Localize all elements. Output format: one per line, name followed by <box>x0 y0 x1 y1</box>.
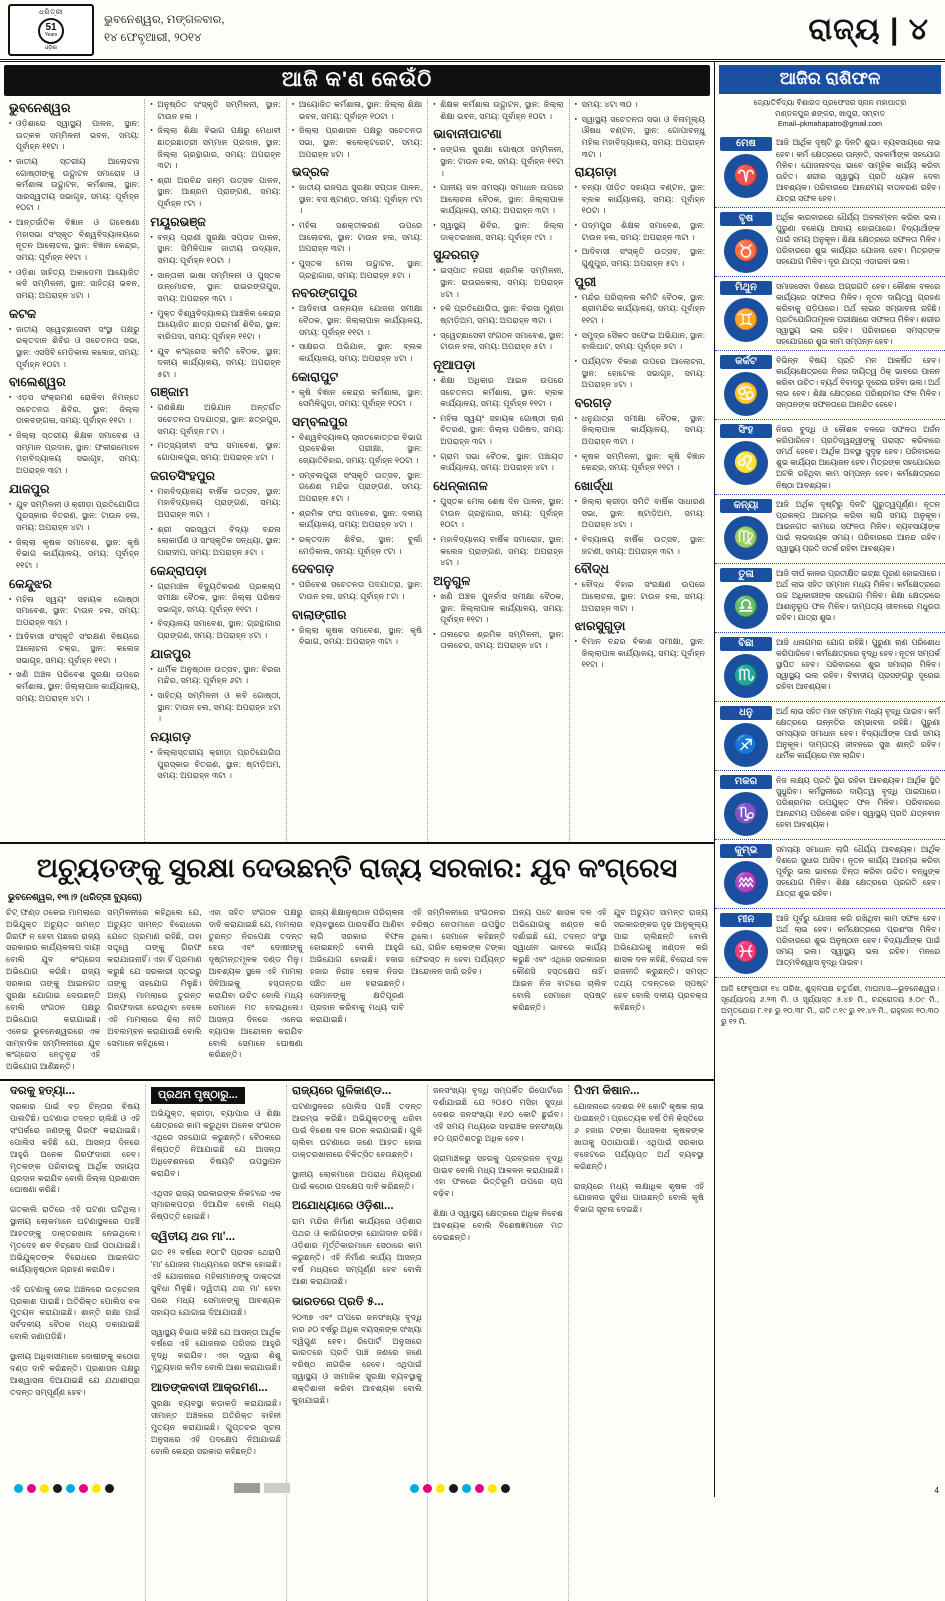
section-header <box>808 13 935 47</box>
brief-headline: ପ୍ରଥମ ପୃଷ୍ଠାରୁ... <box>151 1087 245 1104</box>
brief-paragraph: ରାଜ୍ୟରେ ମଧ୍ୟ ଲକ୍ଷାଧିକ କୃଷକ ଏହି ଯୋଜନାର ସୁବିଧା ପାଉଛନ୍ତି ବୋଲି କୃଷି ବିଭାଗ ସୂଚନା ଦେଇଛି। <box>574 1181 704 1215</box>
city-heading: ପୁରୀ <box>574 274 597 289</box>
event-item: ● ବନ୍ୟ ପ୍ରାଣୀ ସୁରକ୍ଷା ସପ୍ତାହ ପାଳନ, ସ୍ଥାନ: ସିମିଳିପାଳ ଜାତୀୟ ଉଦ୍ୟାନ, ସମୟ: ପୂର୍ବାହ୍ନ ୧୦ଟା । <box>150 232 280 267</box>
horoscope-heading: ଆଜିର ରାଶିଫଳ <box>719 65 941 94</box>
city-heading: ବରଗଡ଼ <box>574 395 612 410</box>
briefs-column <box>146 1085 287 1601</box>
registration-dot <box>423 1484 432 1493</box>
registration-dot <box>79 1484 88 1493</box>
horoscope-sign-3 <box>715 277 945 351</box>
event-item: ● ପୁସ୍ତକ ମେଳା ଉଦ୍ଘାଟନ, ସ୍ଥାନ: ଗ୍ରନ୍ଥାଗାର, ସମୟ: ଅପରାହ୍ନ ୫ଟା । <box>292 258 422 281</box>
briefs-column <box>569 1085 709 1601</box>
brief-paragraph: ୨୦୩୭ ଏବଂ ତା'ପରେ ଜନସଂଖ୍ୟା ବୃଦ୍ଧି ହାର ୬୦ ବର୍ଷରୁ ଅଧିକ ବୟସ୍କଙ୍କ ସଂଖ୍ୟା ଦ୍ୱିଗୁଣ ହେବ। ରିପୋର୍ଟ ଅନୁସାରେ ଭାରତରେ ପ୍ରତି ପାଞ୍ଚ ଜଣରେ ଜଣେ ବରିଷ୍ଠ ନାଗରିକ ହେବେ। ଏଥିପାଇଁ ସ୍ୱାସ୍ଥ୍ୟ ଓ ସାମାଜିକ ସୁରକ୍ଷା ବ୍ୟବସ୍ଥାକୁ ଶକ୍ତିଶାଳୀ କରିବା ଆବଶ୍ୟକ ବୋଲି କୁହାଯାଇଛି। <box>292 1312 422 1406</box>
registration-dot <box>462 1484 471 1493</box>
event-item: ● ମତ୍ସ୍ୟଜୀବୀ ସଂଘ ସମାବେଶ, ସ୍ଥାନ: ଗୋପାଳପୁର, ସମୟ: ଅପରାହ୍ନ ୪ଟା । <box>150 440 280 463</box>
event-item: ● ଖଣି ଅଞ୍ଚଳ ପରିବେଶ ସୁରକ୍ଷା ଉପରେ କର୍ମଶାଳା, ସ୍ଥାନ: ଜିଲ୍ଲାପାଳ କାର୍ଯ୍ୟାଳୟ, ସମୟ: ଅପରାହ୍ନ ୪ଟା । <box>9 669 139 704</box>
registration-dot <box>105 1484 114 1493</box>
sign-prediction: ଆଜି ପୂର୍ବରୁ ଯୋଜନା କରି ରଖିଥିବା କାମ ସଫଳ ହେବ। ଅର୍ଥ ଲାଭ ହେବ। କର୍ମକ୍ଷେତ୍ରରେ ପ୍ରଶଂସା ମିଳିବ। ପରିବାରରେ ଶୁଭ ଅନୁଷ୍ଠାନ ହେବ। ବିଦ୍ୟାର୍ଥୀଙ୍କ ପାଇଁ ସମୟ ଭଲ। ସ୍ୱାସ୍ଥ୍ୟ ଭଲ ରହିବ। ମନରେ ଆତ୍ମବିଶ୍ୱାସ ବୃଦ୍ଧି ପାଇବ। <box>776 913 940 967</box>
event-list <box>292 182 422 281</box>
lead-paragraph: ଅନ୍ୟ ପଟେ ଶାସକ ଦଳ ଏହି ଅଭିଯୋଗକୁ ଖଣ୍ଡନ କରି ଦର୍ଶାଇଛି ଯେ, ତଦନ୍ତ ସଂସ୍ଥା ସ୍ୱାଧୀନ ଭାବରେ କାର୍ଯ୍ୟ କରୁଛି ଏବଂ ଏଥିରେ ସରକାରର କୌଣସି ହସ୍ତକ୍ଷେପ ନାହିଁ। ଆଇନ ନିଜ ବାଟରେ ଚାଲିବ ବୋଲି ସେମାନେ ସ୍ପଷ୍ଟ କରିଛନ୍ତି। <box>512 907 607 1012</box>
event-list <box>575 292 705 391</box>
sign-name: ତୁଳା <box>720 568 772 582</box>
event-item: ● ପଦ୍ମପୁର ଶିକ୍ଷକ ସମାବେଶ, ସ୍ଥାନ: ଟାଉନ ହଲ, ସମୟ: ଅପରାହ୍ନ ୩ଟା । <box>575 220 705 243</box>
page-number-top: ୪ <box>908 12 929 46</box>
registration-dot <box>66 1484 75 1493</box>
logo-years: 51 <box>45 22 57 33</box>
brief-headline: ଆତଙ୍କବାଦୀ ଆକ୍ରମଣ... <box>151 1382 268 1395</box>
event-list <box>575 182 705 269</box>
event-item: ● ଶ୍ରମିକ ସଂଘ ସମାବେଶ, ସ୍ଥାନ: ଦଳୀୟ କାର୍ଯ୍ୟାଳୟ, ସମୟ: ଅପରାହ୍ନ ୪ଟା । <box>292 508 422 531</box>
event-list <box>150 486 280 559</box>
event-item: ● ଓଡ଼ିଶାରେ ସ୍ୱାସ୍ଥ୍ୟ ପାଳନ, ସ୍ଥାନ: ଉତ୍କଳ ସମ୍ମିଳନୀ ଭବନ, ସମୟ: ପୂର୍ବାହ୍ନ ୧୧ଟା । <box>9 118 139 153</box>
sign-emblem-group <box>720 706 772 767</box>
sign-name: ମିଥୁନ <box>720 281 772 295</box>
event-item: ● ଆଦିବାସୀ ଉନ୍ନୟନ ଯୋଜନା ସମୀକ୍ଷା ବୈଠକ, ସ୍ଥାନ: ଜିଲ୍ଲାପାଳ କାର୍ଯ୍ୟାଳୟ, ସମୟ: ପୂର୍ବାହ୍ନ ୧୧ଟା । <box>292 303 422 338</box>
event-list <box>9 118 139 302</box>
registration-dots <box>410 1484 510 1493</box>
logo-subtitle: ଓଡ଼ିଶା <box>44 44 57 51</box>
horoscope-sidebar <box>715 62 945 1497</box>
event-list <box>9 499 139 572</box>
brief-paragraph: ଏହି ଘଟଣାକୁ ନେଇ ଅଞ୍ଚଳରେ ଉତ୍ତେଜନା ପ୍ରକାଶ ପାଇଛି। ଅତିରିକ୍ତ ପୋଲିସ ବଳ ମୁତୟନ କରାଯାଇଛି। ଶାନ୍ତି ରକ୍ଷା ପାଇଁ ସର୍ବଦଳୀୟ ବୈଠକ ମଧ୍ୟ ଡକାଯାଇଛି ବୋଲି ଜଣାପଡ଼ିଛି। <box>10 1284 140 1342</box>
event-item: ● ଆୟୋଜିତ କର୍ମଶାଳା, ସ୍ଥାନ: ଜିଲ୍ଲା ଶିକ୍ଷା ଭବନ, ସମୟ: ପୂର୍ବାହ୍ନ ୧୦ଟା । <box>292 99 422 122</box>
logo-title: ଧରିତ୍ରୀ <box>39 8 63 16</box>
section-divider: | <box>890 12 900 46</box>
brief-paragraph: ଘଟଣାସ୍ଥଳରେ ପୋଲିସ ପହଞ୍ଚି ତଦନ୍ତ ଆରମ୍ଭ କରିଛି। ଅଭିଯୁକ୍ତଙ୍କୁ ଧରିବା ପାଇଁ ବିଶେଷ ଦଳ ଗଠନ କରାଯାଇଛି। ଗୁଳି ଚାଲିବା ଘଟଣାରେ ଜଣେ ଆହତ ହୋଇ ଡାକ୍ତରଖାନାରେ ଚିକିତ୍ସିତ ହେଉଛନ୍ତି। <box>292 1102 422 1159</box>
registration-dot <box>449 1484 458 1493</box>
horoscope-sign-2 <box>715 208 945 277</box>
zodiac-icon: ♏ <box>724 654 768 698</box>
horoscope-sign-8 <box>715 633 945 702</box>
event-item: ● ଆଦିବାସୀ ସଂସ୍କୃତି ଉତ୍ସବ, ସ୍ଥାନ: ଗୁଣୁପୁର, ସମୟ: ଅପରାହ୍ନ ୫ଟା । <box>575 246 705 269</box>
sign-emblem-group <box>720 499 772 560</box>
brief-headline: ଭାରତରେ ପ୍ରତି ୫... <box>292 1295 384 1308</box>
event-item: ● ସ୍ୱାସ୍ଥ୍ୟ ଶିବିର, ସ୍ଥାନ: ଜିଲ୍ଲା ଡାକ୍ତରଖାନା, ସମୟ: ପୂର୍ବାହ୍ନ ୯ଟା । <box>433 220 563 243</box>
events-listing <box>0 99 714 844</box>
horoscope-sign-12 <box>715 909 945 978</box>
sign-emblem-group <box>720 913 772 974</box>
zodiac-icon: ♊ <box>724 298 768 342</box>
horoscope-astrologer <box>715 94 945 133</box>
brief-paragraph: ସ୍ଥାନୀୟ ଲୋକମାନେ ଅପରାଧ ନିୟନ୍ତ୍ରଣ ପାଇଁ କଠୋର ପଦକ୍ଷେପ ଦାବି କରିଛନ୍ତି। <box>292 1169 422 1191</box>
event-list <box>575 413 705 474</box>
sign-name: ସିଂହ <box>720 424 772 438</box>
event-list <box>292 432 422 557</box>
brief-paragraph: ଜନସଂଖ୍ୟା ବୃଦ୍ଧି ସମ୍ପର୍କିତ ରିପୋର୍ଟରେ ଦର୍ଶାଯାଇଛି ଯେ ୨୦୫୦ ମସିହା ସୁଦ୍ଧା ଦେଶର ଜନସଂଖ୍ୟା ୧୬୦ କୋଟି ଛୁଇଁବ। ଏହି ସମୟ ମଧ୍ୟରେ ସହରାଞ୍ଚଳ ଜନସଂଖ୍ୟା ୫୦ ପ୍ରତିଶତରୁ ଅଧିକ ହେବ। <box>433 1086 563 1143</box>
sign-emblem-group <box>720 424 772 490</box>
sign-emblem-group <box>720 568 772 629</box>
event-list <box>575 579 705 614</box>
city-heading: ନବରଙ୍ଗପୁର <box>291 286 358 301</box>
briefs-section <box>0 1081 714 1601</box>
events-column <box>428 99 569 842</box>
registration-dot <box>53 1484 62 1493</box>
sign-name: କନ୍ୟା <box>720 499 772 513</box>
registration-dot <box>436 1484 445 1493</box>
registration-bars <box>234 1483 290 1493</box>
city-heading: ଅନୁଗୁଳ <box>433 573 471 588</box>
dateline-place: ଭୁବନେଶ୍ୱର, ମଙ୍ଗଳବାର, <box>104 14 225 27</box>
sign-prediction: ସମାଜସେବା ଦିଶରେ ଅଗ୍ରଗତି ହେବ। କୌଶଳ ବଳରେ କାର୍ଯ୍ୟରେ ସଫଳତା ମିଳିବ। ନୂତନ ଦାୟିତ୍ୱ ଗ୍ରହଣ କରିବାକୁ ପଡ଼ିପାରେ। ଅର୍ଥ ଲାଭର ସମ୍ଭାବନା ରହିଛି। ପ୍ରତିଯୋଗିତାମୂଳକ ପରୀକ୍ଷାରେ ସଫଳତା ମିଳିବ। ଶରୀର ସ୍ୱାସ୍ଥ୍ୟ ଭଲ ରହିବ। ପରିବାରରେ ସମସ୍ତଙ୍କ ସହଯୋଗରେ ଶୁଭ କାମ ସମ୍ପନ୍ନ ହେବ। <box>776 281 940 347</box>
newspaper-logo <box>8 4 94 56</box>
brief-paragraph: ସୁରକ୍ଷା ବ୍ୟବସ୍ଥା କଡ଼ାକଡ଼ି କରାଯାଇଛି। ସୀମାନ୍ତ ଅଞ୍ଚଳରେ ଅତିରିକ୍ତ ବାହିନୀ ମୁତୟନ କରାଯାଇଛି। ଗୁପ୍ତଚର ସୂଚନା ଅନୁସାରେ ଏହି ପଦକ୍ଷେପ ନିଆଯାଇଛି ବୋଲି କେନ୍ଦ୍ର ସରକାର କହିଛନ୍ତି। <box>151 1399 281 1456</box>
lead-byline: ଭୁବନେଶ୍ୱର, ୧୩।୨ (ଧରିତ୍ରୀ ବ୍ୟୁରୋ) <box>8 891 142 902</box>
event-item: ● ତାଲଚେର ଶ୍ରମିକ ସମ୍ମିଳନୀ, ସ୍ଥାନ: ତାଲଚେର, ସମୟ: ଅପରାହ୍ନ ୪ଟା । <box>433 629 563 652</box>
events-column <box>145 99 286 842</box>
event-item: ● ଜାତୀୟ ରାଜପଥ ସୁରକ୍ଷା ସପ୍ତାହ ପାଳନ, ସ୍ଥାନ: ବସ ଷ୍ଟାଣ୍ଡ, ସମୟ: ପୂର୍ବାହ୍ନ ୯ଟା । <box>292 182 422 217</box>
sign-name: କର୍କଟ <box>720 355 772 369</box>
event-item: ● ସ୍ୱେଚ୍ଛାସେବୀ ସଂଗଠନ ସମାବେଶ, ସ୍ଥାନ: ଟାଉନ ହଲ, ସମୟ: ଅପରାହ୍ନ ୫ଟା । <box>433 330 563 353</box>
lead-paragraph: ସମ୍ମିଳନୀରେ କହିଥିଲେ ଯେ, ଅଚ୍ୟୁତ ସାମନ୍ତ ବିରୋଧରେ ଯେତେ ପ୍ରମାଣ ରହିଛି, ତାହା ସତ୍ତ୍ୱେ ତାଙ୍କୁ ଗିରଫ କରାଯାଉନାହିଁ। ଏହା ହିଁ ପ୍ରମାଣ କରୁଛି ଯେ ସରକାରୀ ସ୍ତରରୁ ତାଙ୍କୁ ସହଯୋଗ ମିଳୁଛି। ଅନ୍ୟ ମାମଲାରେ ତୁରନ୍ତ ଗିରଫଦାରୀ ହେଉଥିବା ବେଳେ ଏହି ମାମଲାରେ ଢିଲା ନୀତି ଅବଲମ୍ବନ କରାଯାଉଛି ବୋଲି ସେମାନେ କହିଥିଲେ। <box>107 907 202 1048</box>
sign-name: ମକର <box>720 775 772 789</box>
event-item: ● ବିମାନ ବନ୍ଦର ବିକାଶ ସମୀକ୍ଷା, ସ୍ଥାନ: ଜିଲ୍ଲାପାଳ କାର୍ଯ୍ୟାଳୟ, ସମୟ: ପୂର୍ବାହ୍ନ ୧୧ଟା । <box>575 636 705 671</box>
event-item: ● ଜିଲ୍ଲା କୃଷକ ସମାବେଶ, ସ୍ଥାନ: କୃଷି ବିଭାଗ କାର୍ଯ୍ୟାଳୟ, ସମୟ: ପୂର୍ବାହ୍ନ ୧୧ଟା । <box>9 537 139 572</box>
event-item: ● ମହିଳା ସ୍ୱୟଂ ସହାୟକ ଗୋଷ୍ଠୀ ସମାବେଶ, ସ୍ଥାନ: ଟାଉନ ହଲ, ସମୟ: ଅପରାହ୍ନ ୩ଟା । <box>9 594 139 629</box>
city-heading: ମୟୂରଭଞ୍ଜ <box>150 214 206 229</box>
brief-headline: ଅଯୋଧ୍ୟାରେ ଓଡ଼ିଶା... <box>292 1200 394 1213</box>
event-item: ● ସାନ୍ତାଳୀ ଭାଷା ସମ୍ମିଳନୀ ଓ ପୁସ୍ତକ ଉନ୍ମୋଚନ, ସ୍ଥାନ: ରାଇରଙ୍ଗପୁର, ସମୟ: ଅପରାହ୍ନ ୩ଟା । <box>150 270 280 305</box>
event-list <box>150 402 280 463</box>
registration-dot <box>92 1484 101 1493</box>
event-item: ● ଶ୍ରୀ ଅରବିନ୍ଦ ଜନ୍ମ ଉତ୍ସବ ପାଳନ, ସ୍ଥାନ: ଆଶ୍ରମ ପ୍ରାଙ୍ଗଣ, ସମୟ: ପୂର୍ବାହ୍ନ ୯ଟା । <box>150 175 280 210</box>
event-item: ● ଜିଲ୍ଲାସ୍ତରୀୟ କ୍ରୀଡ଼ା ପ୍ରତିଯୋଗିତା ପୁରସ୍କାର ବିତରଣ, ସ୍ଥାନ: ଷ୍ଟାଡ଼ିଅମ, ସମୟ: ଅପରାହ୍ନ ୩ଟା । <box>150 747 280 782</box>
event-item: ● ସାହିତ୍ୟ ସମ୍ମିଳନୀ ଓ କବି ଗୋଷ୍ଠୀ, ସ୍ଥାନ: ଟାଉନ ହଲ, ସମୟ: ଅପରାହ୍ନ ୪ଟା । <box>150 690 280 725</box>
page-number-bottom: 4 <box>934 1486 939 1495</box>
event-list <box>292 99 422 160</box>
sign-prediction: ବିଭିନ୍ନ ବିଷୟ ପ୍ରତି ମନ ଆକର୍ଷିତ ହେବ। କାର୍ଯ୍ୟକ୍ଷେତ୍ରରେ ନିଜର ଦାୟିତ୍ୱ ଠିକ୍ ଭାବରେ ପାଳନ କରିବା ଉଚିତ। ବ୍ୟର୍ଥ ବିବାଦରୁ ଦୂରେଇ ରହିବା ଭଲ। ଅର୍ଥ ଲାଭ ହେବ। ଶିକ୍ଷା କ୍ଷେତ୍ରରେ ପରିଶ୍ରମର ଫଳ ମିଳିବ। ସନ୍ତାନଙ୍କ ସଫଳତାରେ ଆନନ୍ଦିତ ହେବେ। <box>776 356 940 410</box>
event-item: ● ଜିଲ୍ଲା ଶିକ୍ଷା ବିଭାଗ ପକ୍ଷରୁ ମେଧାବୀ ଛାତ୍ରଛାତ୍ରୀ ସମ୍ମାନ ପ୍ରଦାନ, ସ୍ଥାନ: ଜିଲ୍ଲା ଗ୍ରନ୍ଥାଗାର, ସମୟ: ଅପରାହ୍ନ ୩ଟା । <box>150 125 280 172</box>
events-column <box>287 99 428 842</box>
event-item: ● ସମୁଦ୍ର ସୈକତ ସଫେଇ ଅଭିଯାନ, ସ୍ଥାନ: ବାଲିଘାଟ, ସମୟ: ପୂର୍ବାହ୍ନ ୭ଟା । <box>575 330 705 353</box>
event-list <box>433 496 563 569</box>
brief-paragraph: ଅଭିଯୁକ୍ତ, କ୍ରୀଡ଼ା, ବ୍ୟାପାର ଓ ଶିକ୍ଷା କ୍ଷେତ୍ରରେ କାମ କରୁଥିବା ଅନେକ ସଂଗଠନ ଏଥିରେ ସହଯୋଗ କରୁଛନ୍ତି। ବୈଠକରେ ନିଷ୍ପତ୍ତି ନିଆଯାଇଛି ଯେ ଆସନ୍ତା ଅଧିବେଶନରେ ବିଷୟଟି ଉପସ୍ଥାପନ କରାଯିବ। <box>151 1109 281 1178</box>
brief-paragraph: ଗତ ୧୨ ବର୍ଷରେ ୧୦୮ଟି ପ୍ରସବ ଥେରାପି 'ମା' ଯୋଜନା ମାଧ୍ୟମରେ ସଫଳ ହୋଇଛି। ଏହି ଯୋଜନାରେ ମହିଳାମାନଙ୍କୁ ଡାକ୍ତରୀ ସୁବିଧା ମିଳୁଛି। ଦ୍ୱିତୀୟ ଥର ମା' ହେବା ପରେ ମଧ୍ୟ ସେମାନଙ୍କୁ ଆବଶ୍ୟକ ସହାୟତା ଯୋଗାଇ ଦିଆଯାଉଛି। <box>151 1248 281 1317</box>
event-item: ● ଧନୁଯାତ୍ରା ସମୀକ୍ଷା ବୈଠକ, ସ୍ଥାନ: ଜିଲ୍ଲାପାଳ କାର୍ଯ୍ୟାଳୟ, ସମୟ: ଅପରାହ୍ନ ୩ଟା । <box>575 413 705 448</box>
event-list <box>575 496 705 557</box>
sign-prediction: ଆଜି ଦୀର୍ଘ କାଳର ପ୍ରତୀକ୍ଷିତ ଇଚ୍ଛା ପୂରଣ ହୋଇପାରେ। ଅର୍ଥ ଲାଭ ସହିତ ସମ୍ମାନ ମଧ୍ୟ ମିଳିବ। କର୍ମକ୍ଷେତ୍ରରେ ଉଚ୍ଚ ଅଧିକାରୀଙ୍କ ସହଯୋଗ ମିଳିବ। ଶିକ୍ଷା କ୍ଷେତ୍ରରେ ଆଶାନୁରୂପ ଫଳ ମିଳିବ। ଦାମ୍ପତ୍ୟ ଜୀବନରେ ମଧୁରତା ରହିବ। ଯାତ୍ରା ଶୁଭ। <box>776 568 940 622</box>
event-item: ● ମହିଳା ସଶକ୍ତୀକରଣ ଉପରେ ଆଲୋଚନା, ସ୍ଥାନ: ଟାଉନ ହଲ, ସମୟ: ଅପରାହ୍ନ ୩ଟା । <box>292 220 422 255</box>
event-item: ● ବୌଦ୍ଧ ବିହାର ସଂରକ୍ଷଣ ଉପରେ ଆଲୋଚନା, ସ୍ଥାନ: ଟାଉନ ହଲ, ସମୟ: ଅପରାହ୍ନ ୩ଟା । <box>575 579 705 614</box>
masthead <box>0 0 945 62</box>
brief-headline: ଦରକୁ ହତ୍ୟା... <box>10 1085 75 1098</box>
sign-emblem-group <box>720 637 772 698</box>
event-item: ● ହକି ପ୍ରତିଯୋଗିତା, ସ୍ଥାନ: ବିରସା ମୁଣ୍ଡା ଷ୍ଟାଡ଼ିଅମ, ସମୟ: ଅପରାହ୍ନ ୩ଟା । <box>433 303 563 326</box>
section-name: ରାଜ୍ୟ <box>808 12 881 46</box>
city-heading: ଝାରସୁଗୁଡ଼ା <box>574 619 626 634</box>
registration-dot <box>40 1484 49 1493</box>
event-item: ● ସମୟ: ୪ଟା ୩୦ । <box>575 99 705 111</box>
city-heading: ନୂଆପଡ଼ା <box>433 357 476 372</box>
event-list <box>9 324 139 371</box>
events-column <box>4 99 145 842</box>
event-item: ● ପୁସ୍ତକ ମେଳା ଶେଷ ଦିନ ପାଳନ, ସ୍ଥାନ: ଟାଉନ ଗ୍ରନ୍ଥାଗାର, ସମୟ: ପୂର୍ବାହ୍ନ ୧୦ଟା । <box>433 496 563 531</box>
brief-paragraph: ଗତକାଲି ରାତିରେ ଏହି ଘଟଣା ଘଟିଥିଲା। ସ୍ଥାନୀୟ ଲୋକମାନେ ଘଟଣାସ୍ଥଳରେ ପହଞ୍ଚି ଆହତଙ୍କୁ ଡାକ୍ତରଖାନା ନେଇଥିଲେ। ମୃତଦେହ ଶବ ବିଚ୍ଛେଦ ପାଇଁ ପଠାଯାଇଛି। ଅଭିଯୁକ୍ତଙ୍କ ବିରୋଧରେ ଆଇନଗତ କାର୍ଯ୍ୟାନୁଷ୍ଠାନ ଗ୍ରହଣ କରାଯିବ। <box>10 1205 140 1274</box>
brief-paragraph: ଏଥିସହ ରାଜ୍ୟ ସରକାରଙ୍କ ନିକଟରେ ଏକ ସ୍ମାରକପତ୍ର ଦିଆଯିବ ବୋଲି ମଧ୍ୟ ନିଷ୍ପତ୍ତି ହୋଇଛି। <box>151 1188 281 1222</box>
horoscope-sign-11 <box>715 840 945 909</box>
brief-headline: ରାଜ୍ୟରେ ଗୁଳିକାଣ୍ଡ... <box>292 1085 392 1098</box>
event-item: ● କୃଷକ ସମ୍ମିଳନୀ, ସ୍ଥାନ: କୃଷି ବିଜ୍ଞାନ କେନ୍ଦ୍ର, ସମୟ: ପୂର୍ବାହ୍ନ ୧୧ଟା । <box>575 451 705 474</box>
horoscope-panchang: ଆଜି ଫେବୃଆରୀ ୧୪ ତାରିଖ, ଶୁକ୍ଳପକ୍ଷ ଚତୁର୍ଦ୍ଦଶୀ, ମାଘମାସ—ଭୁବନେଶ୍ୱର। ସୂର୍ଯ୍ୟୋଦୟ ୬.୨୩ ମି. ଓ ସୂର୍ଯ୍ୟାସ୍ତ ୫.୪୭ ମି., ଚନ୍ଦ୍ରୋଦୟ ୫.୦୯ ମି., ଅମୃତଯୋଗ ୮.୧୫ ରୁ ୧୦.୩୮ ମି., ରାତି ୯.୧୯ ରୁ ୧୧.୪୨ ମି., ରାହୁକାଳ ୧୦.୩୦ ରୁ ୧୨ ମି. <box>721 983 939 1026</box>
event-item: ● ମହାବିଦ୍ୟାଳୟ ବାର୍ଷିକ ସମାରୋହ, ସ୍ଥାନ: କଲେଜ ପ୍ରାଙ୍ଗଣ, ସମୟ: ଅପରାହ୍ନ ୪ଟା । <box>433 534 563 569</box>
event-list <box>150 581 280 642</box>
registration-dot <box>410 1484 419 1493</box>
event-item: ● ଜିଲ୍ଲା କ୍ରୀଡ଼ା ସମିତି ବାର୍ଷିକ ସାଧାରଣ ସଭା, ସ୍ଥାନ: ଷ୍ଟାଡ଼ିଅମ, ସମୟ: ଅପରାହ୍ନ ୪ଟା । <box>575 496 705 531</box>
event-item: ● ଗ୍ରାମାଞ୍ଚଳ ବିଦ୍ୟୁତିକରଣ ପ୍ରକଲ୍ପ ସମୀକ୍ଷା ବୈଠକ, ସ୍ଥାନ: ଜିଲ୍ଲା ପରିଷଦ ସଭାଗୃହ, ସମୟ: ପୂର୍ବାହ୍ନ ୧୧ଟା । <box>150 581 280 616</box>
sign-prediction: ଆଜି ଧନାଗମର ଯୋଗ ରହିଛି। ପୁରୁଣା ଋଣ ପରିଶୋଧ କରିପାରିବେ। କର୍ମକ୍ଷେତ୍ରରେ ବୃଦ୍ଧି ହେବ। ନୂତନ ସମ୍ପର୍କ ସ୍ଥାପିତ ହେବ। ପରିବାରରେ ଶୁଭ ସମାଚାର ମିଳିବ। ସ୍ୱାସ୍ଥ୍ୟ ଭଲ ରହିବ। ବିବାଦୀୟ ପ୍ରସଙ୍ଗରୁ ଦୂରେଇ ରହିବା ଆବଶ୍ୟକ। <box>776 637 940 691</box>
city-heading: ଗଞ୍ଜାମ <box>150 385 189 400</box>
astrologer-line-1: ଜ୍ୟୋତିର୍ବିଦ୍ୟା ବିଶାରଦ ପ୍ରଫେସର ସ୍ନାନ ମହାପାତ୍ର <box>753 98 907 107</box>
event-item: ● ଯୁବ କଂଗ୍ରେସ କମିଟି ବୈଠକ, ସ୍ଥାନ: ଦଳୀୟ କାର୍ଯ୍ୟାଳୟ, ସମୟ: ଅପରାହ୍ନ ୫ଟା । <box>150 346 280 381</box>
event-item: ● ଖଣି ଅଞ୍ଚଳ ପୁନର୍ବାସ ସମୀକ୍ଷା ବୈଠକ, ସ୍ଥାନ: ଜିଲ୍ଲାପାଳ କାର୍ଯ୍ୟାଳୟ, ସମୟ: ପୂର୍ବାହ୍ନ ୧୧ଟା । <box>433 591 563 626</box>
zodiac-icon: ♈ <box>724 154 768 198</box>
city-heading: ବାଲେଶ୍ୱର <box>9 375 66 390</box>
event-item: ● ସାକ୍ଷରତା ଅଭିଯାନ, ସ୍ଥାନ: ବ୍ଲକ କାର୍ଯ୍ୟାଳୟ, ସମୟ: ଅପରାହ୍ନ ୪ଟା । <box>292 341 422 364</box>
city-heading: ଧେନ୍କାନାଳ <box>433 479 488 494</box>
event-list <box>575 636 705 671</box>
event-list <box>433 591 563 652</box>
astrologer-email: Email–pkmahapatro@gmail.com <box>778 119 882 128</box>
event-item: ● କୃଷି ବିଜ୍ଞାନ କେନ୍ଦ୍ର କର୍ମଶାଳା, ସ୍ଥାନ: ସେମିଳିଗୁଡ଼ା, ସମୟ: ପୂର୍ବାହ୍ନ ୧୦ଟା । <box>292 387 422 410</box>
event-item: ● ପାନୀୟ ଜଳ ସମସ୍ୟା ସମାଧାନ ଉପରେ ଆଲୋଚନା ବୈଠକ, ସ୍ଥାନ: ଜିଲ୍ଲାପାଳ କାର୍ଯ୍ୟାଳୟ, ସମୟ: ଅପରାହ୍ନ ୩ଟା । <box>433 182 563 217</box>
event-item: ● ରକ୍ତଦାନ ଶିବିର, ସ୍ଥାନ: ବୁର୍ଲା ମେଡ଼ିକାଲ, ସମୟ: ପୂର୍ବାହ୍ନ ୯ଟା । <box>292 534 422 557</box>
city-heading: କଟକ <box>9 306 37 321</box>
event-item: ● ଜିଲ୍ଲା ପ୍ରଶାସନ ପକ୍ଷରୁ ସଚେତନତା ସଭା, ସ୍ଥାନ: କଲେକ୍ଟରେଟ, ସମୟ: ଅପରାହ୍ନ ୪ଟା । <box>292 125 422 160</box>
event-list <box>150 232 280 381</box>
lead-paragraph: ଯୁବ ଅଚ୍ୟୁତ ସାମନ୍ତ ରାଜ୍ୟ ସରକାରଙ୍କର ଦୃଢ଼ ଆନୁକୂଲ୍ୟ ପାଇ ଚାଲିଛନ୍ତି ବୋଲି ଅଭିଯୋଗକୁ ଖଣ୍ଡନ କରି ଶାସକ ଦଳ କହିଛି, ବିରୋଧୀ ଦଳ ରାଜନୀତି କରୁଛନ୍ତି। ସମସ୍ତ ତଥ୍ୟ ତଦନ୍ତରେ ସ୍ପଷ୍ଟ ହେବ ବୋଲି ଦଳୀୟ ପ୍ରବକ୍ତା କହିଛନ୍ତି। <box>613 907 708 1012</box>
event-list <box>433 375 563 474</box>
event-item: ● ମହାବିଦ୍ୟାଳୟ ବାର୍ଷିକ ଉତ୍ସବ, ସ୍ଥାନ: ମହାବିଦ୍ୟାଳୟ ପ୍ରାଙ୍ଗଣ, ସମୟ: ଅପରାହ୍ନ ୩ଟା । <box>150 486 280 521</box>
event-item: ● ଗ୍ରାମ ସଭା ବୈଠକ, ସ୍ଥାନ: ପଞ୍ଚାୟତ କାର୍ଯ୍ୟାଳୟ, ସମୟ: ଅପରାହ୍ନ ୪ଟା । <box>433 451 563 474</box>
event-item: ● ଓଡ଼ିଶା ସାହିତ୍ୟ ଅକାଡେମୀ ଆୟୋଜିତ କବି ସମ୍ମିଳନୀ, ସ୍ଥାନ: ସାହିତ୍ୟ ଭବନ, ସମୟ: ଅପରାହ୍ନ ୪ଟା । <box>9 267 139 302</box>
sign-prediction: ନିଜ ଲକ୍ଷ୍ୟ ପ୍ରତି ସ୍ଥିର ରହିବା ଆବଶ୍ୟକ। ଆର୍ଥିକ ସ୍ଥିତି ସୁଧୁରିବ। କର୍ମସ୍ଥଳୀରେ ଦାୟିତ୍ୱ ବୃଦ୍ଧି ପାଇପାରେ। ପରିଶ୍ରମର ଉପଯୁକ୍ତ ଫଳ ମିଳିବ। ପରିବାରରେ ଆନନ୍ଦମୟ ପରିବେଶ ରହିବ। ସ୍ୱାସ୍ଥ୍ୟ ପ୍ରତି ଯତ୍ନବାନ ହେବା ଆବଶ୍ୟକ। <box>776 775 940 829</box>
event-list <box>150 664 280 725</box>
briefs-column <box>287 1085 428 1601</box>
zodiac-icon: ♌ <box>724 441 768 485</box>
sign-prediction: ଅର୍ଥିକ କାରବାରରେ ଧୈର୍ଯ୍ୟ ଅବଲମ୍ବନ କରିବା ଭଲ। ପୁରୁଣା ବକେୟା ଆଦାୟ ହୋଇପାରେ। ବିଦ୍ୟାର୍ଥୀଙ୍କ ପାଇଁ ସମୟ ଅନୁକୂଳ। ଶିକ୍ଷା କ୍ଷେତ୍ରରେ ସଫଳତା ମିଳିବ। ପରିବାରରେ ଶୁଭ କାର୍ଯ୍ୟର ଯୋଜନା ହେବ। ମିତ୍ରଙ୍କ ସହଯୋଗ ମିଳିବ। ଦୂର ଯାତ୍ରା ଏଡ଼ାଇବା ଭଲ। <box>776 212 940 267</box>
event-list <box>292 303 422 364</box>
brief-headline: ପିଏମ କିଷାନ... <box>574 1085 640 1098</box>
event-list <box>9 594 139 705</box>
lead-paragraph: ଏହି ସମ୍ମିଳନୀରେ ସଂଗଠନର ବରିଷ୍ଠ ନେତାମାନେ ଉପସ୍ଥିତ ଥିଲେ। ସେମାନେ କହିଛନ୍ତି ଯେ, ଗରିବ ଲୋକଙ୍କ ଟଙ୍କା ଫେରସ୍ତ ନ ହେବା ପର୍ଯ୍ୟନ୍ତ ଆନ୍ଦୋଳନ ଜାରି ରହିବ। <box>411 907 506 977</box>
city-heading: ବୌଦ୍ଧ <box>574 562 609 577</box>
sign-name: ବିଛା <box>720 637 772 651</box>
brief-paragraph: ଶିକ୍ଷା ଓ ସ୍ୱାସ୍ଥ୍ୟ କ୍ଷେତ୍ରରେ ଅଧିକ ନିବେଶ ଆବଶ୍ୟକ ବୋଲି ବିଶେଷଜ୍ଞମାନେ ମତ ଦେଇଛନ୍ତି। <box>433 1209 563 1243</box>
event-item: ● ଶ୍ରୀ ସରସ୍ୱତୀ ବିଦ୍ୟା ବନ୍ଦନା ଲୋକାର୍ପଣ ଓ ସାଂସ୍କୃତିକ ସନ୍ଧ୍ୟା, ସ୍ଥାନ: ପାରାଦୀପ, ସମୟ: ଅପରାହ୍ନ ୫ଟା । <box>150 524 280 559</box>
registration-bar <box>234 1483 260 1493</box>
sign-prediction: ନିଜର ବୁଦ୍ଧି ଓ କୌଶଳ ବଳରେ ସଫଳତା ଅର୍ଜନ କରିପାରିବେ। ପ୍ରତିଦ୍ୱନ୍ଦ୍ୱୀଙ୍କୁ ପରାସ୍ତ କରିବାରେ ସମର୍ଥ ହେବେ। ଆର୍ଥିକ ଅବସ୍ଥା ସୁଦୃଢ଼ ହେବ। ପରିବାରରେ ଶୁଭ କାର୍ଯ୍ୟର ଆୟୋଜନ ହେବ। ମିତ୍ରଙ୍କ ସହଯୋଗରେ ଅଟକି ରହିଥିବା କାମ ସମ୍ପନ୍ନ ହେବ। କର୍ମକ୍ଷେତ୍ରରେ ନିଷ୍ଠା ଆବଶ୍ୟକ। <box>776 425 940 490</box>
city-heading: ଦେବଗଡ଼ <box>291 562 335 577</box>
event-list <box>150 99 280 210</box>
brief-paragraph: ଗ୍ରାମାଞ୍ଚଳରୁ ସହରକୁ ପ୍ରବ୍ରଜନ ବୃଦ୍ଧି ପାଇବ ବୋଲି ମଧ୍ୟ ଆକଳନ କରାଯାଇଛି। ଏହା ଫଳରେ ଭିତ୍ତିଭୂମି ଉପରେ ଚାପ ବଢ଼ିବ। <box>433 1153 563 1199</box>
horoscope-sign-5 <box>715 420 945 494</box>
city-heading: ଜଗତସିଂହପୁର <box>150 468 216 483</box>
event-list <box>292 579 422 602</box>
brief-paragraph: ରାମ ମନ୍ଦିର ନିର୍ମାଣ କାର୍ଯ୍ୟରେ ଓଡ଼ିଶାର ପଥର ଓ କାରିଗରଙ୍କ ଯୋଗଦାନ ରହିଛି। ଓଡ଼ିଶାର ମୂର୍ତ୍ତିକାରମାନେ ସେଠାରେ କାମ କରୁଛନ୍ତି। ଏହି ନିର୍ମାଣ କାର୍ଯ୍ୟ ଆସନ୍ତା ବର୍ଷ ମଧ୍ୟରେ ସମ୍ପୂର୍ଣ୍ଣ ହେବ ବୋଲି ଆଶା କରାଯାଉଛି। <box>292 1217 422 1286</box>
zodiac-icon: ♋ <box>724 372 768 416</box>
zodiac-icon: ♍ <box>724 516 768 560</box>
main-content <box>0 62 715 1497</box>
event-item: ● ଇସ୍ପାତ ନଗରୀ ଶ୍ରମିକ ସମ୍ମିଳନୀ, ସ୍ଥାନ: ରାଉରକେଲା, ସମୟ: ଅପରାହ୍ନ ୪ଟା । <box>433 265 563 300</box>
horoscope-sign-9 <box>715 702 945 771</box>
event-list <box>292 387 422 410</box>
lead-story <box>0 844 714 1081</box>
dateline-date: ୧୪ ଫେବୃଆରୀ, ୨୦୧୪ <box>104 31 202 44</box>
sign-emblem-group <box>720 355 772 416</box>
sign-prediction: ସମସ୍ୟା ସମାଧାନ ଲାଗି ଧୈର୍ଯ୍ୟ ଆବଶ୍ୟକ। ଆର୍ଥିକ ଦିଶରେ ସୁଧାର ଆସିବ। ନୂତନ କାର୍ଯ୍ୟ ଆରମ୍ଭ କରିବା ପୂର୍ବରୁ ଭଲ ଭାବରେ ଚିନ୍ତା କରିବା ଉଚିତ। ବନ୍ଧୁଙ୍କ ସହଯୋଗ ମିଳିବ। ଶିକ୍ଷା କ୍ଷେତ୍ରରେ ପ୍ରଗତି ହେବ। ଯାତ୍ରା ଶୁଭ ରହିବ। <box>776 844 940 898</box>
city-heading: ଭୁବନେଶ୍ୱର <box>9 101 71 115</box>
event-list <box>292 625 422 648</box>
sign-prediction: ଅର୍ଥ ଲାଭ ସହିତ ମାନ ସମ୍ମାନ ମଧ୍ୟ ବୃଦ୍ଧି ପାଇବ। କର୍ମ କ୍ଷେତ୍ରରେ ଉନ୍ନତିର ସମ୍ଭାବନା ରହିଛି। ପୁରୁଣା ସମସ୍ୟାର ସମାଧାନ ହେବ। ବିଦ୍ୟାର୍ଥୀଙ୍କ ପାଇଁ ସମୟ ଅନୁକୂଳ। ଦାମ୍ପତ୍ୟ ଜୀବନରେ ସୁଖ ଶାନ୍ତି ରହିବ। ଧାର୍ମିକ କାର୍ଯ୍ୟରେ ମନ ଲାଗିବ। <box>776 706 940 760</box>
event-item: ● ଗଣଶିକ୍ଷା ଅଭିଯାନ ଅନ୍ତର୍ଗତ ସଚେତନତା ପଦଯାତ୍ରା, ସ୍ଥାନ: ଛତ୍ରପୁର, ସମୟ: ପୂର୍ବାହ୍ନ ୮ଟା । <box>150 402 280 437</box>
event-list <box>433 144 563 243</box>
event-item: ● ସ୍ୱାସ୍ଥ୍ୟ ସଚେତନତା ସଭା ଓ ବିନାମୂଲ୍ୟ ଔଷଧ ବଣ୍ଟନ, ସ୍ଥାନ: ଗୋପାବନ୍ଧୁ ମହିଳା ମହାବିଦ୍ୟାଳୟ, ସମୟ: ଅପରାହ୍ନ ୩ଟା । <box>575 114 705 161</box>
event-item: ● ପର୍ଯ୍ୟଟନ ବିକାଶ ଉପରେ ଆଲୋଚନା, ସ୍ଥାନ: ହୋଟେଲ ସଭାଗୃହ, ସମୟ: ଅପରାହ୍ନ ୪ଟା । <box>575 356 705 391</box>
brief-paragraph: ସ୍ୱାସ୍ଥ୍ୟ ବିଭାଗ କହିଛି ଯେ ଆସନ୍ତା ଆର୍ଥିକ ବର୍ଷରେ ଏହି ଯୋଜନାର ପରିସର ଆହୁରି ବୃଦ୍ଧି କରାଯିବ। ଏହା ଦ୍ୱାରା ଶିଶୁ ମୃତ୍ୟୁହାର କମିବ ବୋଲି ଆଶା କରାଯାଉଛି। <box>151 1327 281 1373</box>
sign-prediction: ଆଜି ଆର୍ଥିକ ଦୃଷ୍ଟି ରୁ ଦିନଟି ଶୁଭ। ବ୍ୟବସାୟରେ ଲାଭ ହେବ। କର୍ମ କ୍ଷେତ୍ରରେ ଉନ୍ନତି, ସହକର୍ମୀଙ୍କ ସହଯୋଗ ମିଳିବ। ଯୋଜନାବଦ୍ଧ ଭାବେ ସାମୂହିକ କାର୍ଯ୍ୟ କରିବା ଉଚିତ। ଶରୀର ସ୍ୱାସ୍ଥ୍ୟ ପ୍ରତି ଧ୍ୟାନ ଦେବା ଆବଶ୍ୟକ। ପରିବାରରେ ଆନନ୍ଦମୟ ବାତାବରଣ ରହିବ। ଯାତ୍ରା ସଫଳ ହେବ। <box>776 138 940 203</box>
event-item: ● ବନ୍ୟା ପୀଡ଼ିତ ସହାୟତା ବଣ୍ଟନ, ସ୍ଥାନ: ବ୍ଲକ କାର୍ଯ୍ୟାଳୟ, ସମୟ: ପୂର୍ବାହ୍ନ ୧୦ଟା । <box>575 182 705 217</box>
zodiac-icon: ♒ <box>724 861 768 905</box>
sign-emblem-group <box>720 844 772 905</box>
sign-emblem-group <box>720 281 772 347</box>
event-list <box>575 99 705 160</box>
registration-dot <box>488 1484 497 1493</box>
city-heading: କେନ୍ଦୁଝର <box>9 576 52 591</box>
lead-paragraph: ଚିଟ୍ ଫଣ୍ଡ ଠକେଇ ମାମଲାରେ ଅଭିଯୁକ୍ତ ଅଚ୍ୟୁତ ସାମନ୍ତ ଗିରଫ ନ ହେବା ପଛରେ ରାଜ୍ୟ ସରକାରର କାର୍ଯ୍ୟକଳାପ ଦାୟୀ ବୋଲି ଯୁବ କଂଗ୍ରେସ ଅଭିଯୋଗ କରିଛି। ରାଜ୍ୟ ସରକାର ତାଙ୍କୁ ଆଇନଗତ ସୁରକ୍ଷା ଯୋଗାଇ ଦେଉଛନ୍ତି ବୋଲି ସଂଗଠନ ପକ୍ଷରୁ ଅଭିଯୋଗ କରାଯାଇଛି। ଏନେଇ ଭୁବନେଶ୍ୱରରେ ଏକ ସାମ୍ବାଦିକ ସମ୍ମିଳନୀରେ ଯୁବ କଂଗ୍ରେସ ନେତୃବୃନ୍ଦ ଏହି ଅଭିଯୋଗ ଆଣିଛନ୍ତି। <box>6 907 101 1072</box>
registration-dots <box>14 1484 114 1493</box>
lead-headline: ଅଚ୍ୟୁତଙ୍କୁ ସୁରକ୍ଷା ଦେଉଛନ୍ତି ରାଜ୍ୟ ସରକାର: ଯୁବ କଂଗ୍ରେସ <box>36 853 678 883</box>
briefs-column <box>5 1085 146 1601</box>
registration-bar <box>264 1483 290 1493</box>
zodiac-icon: ♓ <box>724 930 768 974</box>
logo-anniversary-badge <box>38 18 64 44</box>
zodiac-icon: ♎ <box>724 585 768 629</box>
city-heading: ବାଲାଙ୍ଗୀର <box>291 607 347 622</box>
sign-name: ମୀନ <box>720 913 772 927</box>
event-item: ● ଆନ୍ତର୍ଜାତିକ ବିଜ୍ଞାନ ଓ ଗବେଷଣା ମହାସଭା ସଂସ୍କୃତ ବିଶ୍ୱବିଦ୍ୟାଳୟରେ ନୂତନ ଆଲୋଚନା, ସ୍ଥାନ: ବିଜ୍ଞାନ କେନ୍ଦ୍ର, ସମୟ: ପୂର୍ବାହ୍ନ ୧୧ଟା । <box>9 217 139 264</box>
registration-dot <box>14 1484 23 1493</box>
event-item: ● ମନ୍ଦିର ପରିଚାଳନା କମିଟି ବୈଠକ, ସ୍ଥାନ: ଶ୍ରୀମନ୍ଦିର କାର୍ଯ୍ୟାଳୟ, ସମୟ: ପୂର୍ବାହ୍ନ ୧୧ଟା । <box>575 292 705 327</box>
event-item: ● ଜାତୀୟ ସ୍ତରୀୟ ଆଲୋଚନା ଗୋଷ୍ଠୀଙ୍କୁ ଉଦ୍ଘାଟନ ସମାରୋହ ଓ କର୍ମଶାଳା ଉଦ୍ଘାଟନ, କର୍ମଶାଳା, ସ୍ଥାନ: ସାରସ୍ୱତୀୟ ସଭାଗୃହ, ସମୟ: ପୂର୍ବାହ୍ନ ୧୦ଟା । <box>9 156 139 214</box>
event-item: ● ଧାର୍ମିକ ଅନୁଷ୍ଠାନ ଉତ୍ସବ, ସ୍ଥାନ: ବିରଜା ମନ୍ଦିର, ସମୟ: ପୂର୍ବାହ୍ନ ୬ଟା । <box>150 664 280 687</box>
events-column <box>570 99 710 842</box>
city-heading: ସମ୍ବଲପୁର <box>291 414 348 429</box>
city-heading: ସୁନ୍ଦରଗଡ଼ <box>433 248 480 263</box>
event-item: ● ଆଦିବାସୀ ସଂସ୍କୃତି ସଂରକ୍ଷଣ ବିଷୟରେ ଆଲୋଚନା ଚକ୍ର, ସ୍ଥାନ: କଲେଜ ସଭାଗୃହ, ସମୟ: ପୂର୍ବାହ୍ନ ୧୧ଟା । <box>9 631 139 666</box>
zodiac-icon: ♉ <box>724 229 768 273</box>
city-heading: ଯାଜପୁର <box>9 481 50 496</box>
briefs-column <box>428 1085 569 1601</box>
lead-story-columns <box>6 907 708 1073</box>
horoscope-sign-6 <box>715 495 945 564</box>
registration-dot <box>475 1484 484 1493</box>
logo-years-label: Years <box>44 32 58 38</box>
event-item: ● ମୁକ୍ତ ବିଶ୍ୱବିଦ୍ୟାଳୟ ଆଞ୍ଚଳିକ କେନ୍ଦ୍ର ଆୟୋଜିତ ଛାତ୍ର ପରାମର୍ଶ ଶିବିର, ସ୍ଥାନ: ବାରିପଦା, ସମୟ: ପୂର୍ବାହ୍ନ ୧୧ଟା । <box>150 308 280 343</box>
event-item: ● ଜିଲ୍ଲା ସ୍ତରୀୟ ଶିକ୍ଷକ ସମାବେଶ ଓ ସମ୍ମାନ ପ୍ରଦାନ, ସ୍ଥାନ: ଫକୀରମୋହନ ମହାବିଦ୍ୟାଳୟ ସଭାଗୃହ, ସମୟ: ଅପରାହ୍ନ ୩ଟା । <box>9 430 139 477</box>
event-item: ● ଶିକ୍ଷକ କର୍ମଶାଳା ଉଦ୍ଘାଟନ, ସ୍ଥାନ: ଜିଲ୍ଲା ଶିକ୍ଷା ଭବନ, ସମୟ: ପୂର୍ବାହ୍ନ ୧୦ଟା । <box>433 99 563 122</box>
horoscope-sign-7 <box>715 564 945 633</box>
sign-emblem-group <box>720 137 772 203</box>
event-item: ● ସମ୍ବଲପୁରୀ ସଂସ୍କୃତି ଉତ୍ସବ, ସ୍ଥାନ: ଗଣେଶ ମନ୍ଦିର ପ୍ରାଙ୍ଗଣ, ସମୟ: ଅପରାହ୍ନ ୫ଟା । <box>292 470 422 505</box>
horoscope-sign-4 <box>715 351 945 420</box>
brief-paragraph: ସ୍ଥାନୀୟ ଅଧିବାସୀମାନେ ଦୋଷୀଙ୍କୁ କଠୋର ଦଣ୍ଡ ଦାବି କରିଛନ୍ତି। ପ୍ରଶାସନ ପକ୍ଷରୁ ଆଶ୍ୱାସନା ଦିଆଯାଇଛି ଯେ ଯଥାଶୀଘ୍ର ତଦନ୍ତ ସମ୍ପୂର୍ଣ୍ଣ ହେବ। <box>10 1352 140 1397</box>
city-heading: ନୟାଗଡ଼ <box>150 729 192 744</box>
city-heading: ଭଦ୍ରକ <box>291 165 329 180</box>
registration-dot <box>27 1484 36 1493</box>
event-item: ● ଅନୁଷ୍ଠିତ ସଂସ୍କୃତି ସମ୍ମିଳନୀ, ସ୍ଥାନ: ଟାଉନ ହଲ । <box>150 99 280 122</box>
print-registration-bar <box>0 1479 945 1497</box>
events-section-banner: ଆଜି କ'ଣ କେଉଁଠି <box>4 65 710 96</box>
event-item: ● ବିଦ୍ୟାଳୟ ବାର୍ଷିକ ଉତ୍ସବ, ସ୍ଥାନ: ଜଟଣୀ, ସମୟ: ଅପରାହ୍ନ ୩ଟା । <box>575 534 705 557</box>
sign-emblem-group <box>720 775 772 836</box>
horoscope-sign-1 <box>715 133 945 207</box>
zodiac-icon: ♑ <box>724 792 768 836</box>
event-list <box>9 392 139 476</box>
brief-paragraph: ଯୋଜନାରେ ଦେଶର ୧୧ କୋଟି କୃଷକ ଲାଭ ପାଇଛନ୍ତି। ପ୍ରତ୍ୟେକ ବର୍ଷ ତିନି କିସ୍ତିରେ ୬ ହଜାର ଟଙ୍କା ସିଧାସଳଖ କୃଷକଙ୍କ ଖାତାକୁ ପଠାଯାଉଛି। ଏଥିପାଇଁ ସରକାର ବଜେଟରେ ପର୍ଯ୍ୟାପ୍ତ ଅର୍ଥ ବ୍ୟବସ୍ଥା କରିଛନ୍ତି। <box>574 1102 704 1171</box>
astrologer-line-2: ମଣ୍ଡଳପୁର ଶଙ୍କର, ଖାପୁରା, ସମ୍ବାଦ <box>775 109 885 118</box>
sign-prediction: ଆଜି ଅର୍ଥିକ ଦୃଷ୍ଟିରୁ ଦିନଟି ଗୁରୁତ୍ୱପୂର୍ଣ୍ଣ। ନୂତନ ପ୍ରକଳ୍ପ ଆରମ୍ଭ କରିବା ଲାଗି ସମୟ ଅନୁକୂଳ। ଆଇନଗତ କାମରେ ସଫଳତା ମିଳିବ। ବ୍ୟବସାୟୀଙ୍କ ପାଇଁ ଲାଭଦାୟକ ସମୟ। ପରିବାରରେ ଆନନ୍ଦ ରହିବ। ସ୍ୱାସ୍ଥ୍ୟ ପ୍ରତି ସତର୍କ ରହିବା ଆବଶ୍ୟକ। <box>776 499 940 553</box>
city-heading: ରାୟଗଡ଼ା <box>574 165 617 180</box>
event-item: ● ଶିକ୍ଷା ଅଧିକାର ଆଇନ ଉପରେ ସଚେତନତା କର୍ମଶାଳା, ସ୍ଥାନ: ବ୍ଲକ କାର୍ଯ୍ୟାଳୟ, ସମୟ: ପୂର୍ବାହ୍ନ ୧୧ଟା । <box>433 375 563 410</box>
dateline <box>104 12 808 47</box>
event-list <box>433 99 563 122</box>
lead-paragraph: ରାଜ୍ୟ ଶିକ୍ଷାନୁଷ୍ଠାନ ପରିଚାଳନା ବ୍ୟବସ୍ଥାରେ ପାରଦର୍ଶିତା ଆଣିବା ଲାଗି ସରକାର ବିଫଳ ହୋଇଛନ୍ତି ବୋଲି ଆହୁରି ଅଭିଯୋଗ ହୋଇଛି। ହଜାର ହଜାର ନିରୀହ ଲୋକ ନିଜର ସଞ୍ଚିତ ଧନ ହରାଇଛନ୍ତି। ସେମାନଙ୍କୁ କ୍ଷତିପୂରଣ ପ୍ରଦାନ କରିବାକୁ ମଧ୍ୟ ଦାବି କରାଯାଇଛି। <box>309 907 405 1024</box>
zodiac-icon: ♐ <box>724 723 768 767</box>
city-heading: କୋରାପୁଟ <box>291 369 339 384</box>
lead-paragraph: ଏହା ସହିତ ସଂଗଠନ ପକ୍ଷରୁ ଦାବି କରାଯାଇଛି ଯେ, ମାମଲାର ତୁରନ୍ତ ନିରପେକ୍ଷ ତଦନ୍ତ ହେଉ ଏବଂ ଦୋଷୀଙ୍କୁ ଦୃଷ୍ଟାନ୍ତମୂଳକ ଦଣ୍ଡ ମିଳୁ। ଆବଶ୍ୟକ ସ୍ଥଳେ ଏହି ମାମଲା ସିବିଆଇକୁ ହସ୍ତାନ୍ତର କରାଯିବା ଉଚିତ ବୋଲି ମଧ୍ୟ ସେମାନେ ମତ ଦେଇଥିଲେ। ଆସନ୍ତା ଦିନରେ ଏନେଇ ବ୍ୟାପକ ଆନ୍ଦୋଳନ କରାଯିବ ବୋଲି ସେମାନେ ଘୋଷଣା କରିଛନ୍ତି। <box>208 907 303 1060</box>
sign-name: ବୃଷ <box>720 212 772 226</box>
event-item: ● ବିଦ୍ୟାଳୟ ସମାବେଶ, ସ୍ଥାନ: ଗ୍ରନ୍ଥାଗାର ପ୍ରାଙ୍ଗଣ, ସମୟ: ଅପରାହ୍ନ ୪ଟା । <box>150 618 280 641</box>
event-item: ● ପରିବେଶ ସଚେତନତା ପଦଯାତ୍ରା, ସ୍ଥାନ: ଟାଉନ ହଲ, ସମୟ: ପୂର୍ବାହ୍ନ ୮ଟା । <box>292 579 422 602</box>
city-heading: କେନ୍ଦ୍ରାପଡ଼ା <box>150 563 207 578</box>
event-item: ● ବିଶ୍ୱବିଦ୍ୟାଳୟ ସ୍ନାତକୋତ୍ତର ବିଭାଗ ପ୍ରବେଶିକା ପରୀକ୍ଷା, ସ୍ଥାନ: ଜ୍ୟୋତିବିହାର, ସମୟ: ପୂର୍ବାହ୍ନ ୧୦ଟା । <box>292 432 422 467</box>
sign-emblem-group <box>720 212 772 273</box>
sign-name: ମେଷ <box>720 137 772 151</box>
horoscope-sign-10 <box>715 771 945 840</box>
event-item: ● ଜଙ୍ଗଲ ସୁରକ୍ଷା ଗୋଷ୍ଠୀ ସମ୍ମିଳନୀ, ସ୍ଥାନ: ଟାଉନ ହଲ, ସମୟ: ପୂର୍ବାହ୍ନ ୧୧ଟା । <box>433 144 563 179</box>
brief-paragraph: ସରକାର ପାଇଁ ବଡ଼ ଚିନ୍ତାର ବିଷୟ ପାଲଟିଛି। ଘଟଣାର ତଦନ୍ତ ଚାଲିଛି ଓ ଏହି ସଂପର୍କରେ ଜଣଙ୍କୁ ଗିରଫ କରାଯାଇଛି। ପୋଲିସ କହିଛି ଯେ, ଆସନ୍ତା ଦିନରେ ଆହୁରି ଅନେକ ଗିରଫଦାରୀ ହେବ। ମୃତକଙ୍କ ପରିବାରକୁ ଆର୍ଥିକ ସହାୟତା ପ୍ରଦାନ କରାଯିବ ବୋଲି ଜିଲ୍ଲା ପ୍ରଶାସନ ଘୋଷଣା କରିଛି। <box>10 1102 140 1195</box>
brief-headline: ଦ୍ୱିତୀୟ ଥର ମା'... <box>151 1231 236 1244</box>
sign-name: ଧନୁ <box>720 706 772 720</box>
event-list <box>150 747 280 782</box>
event-item: ● ଜିଲ୍ଲା କୃଷକ ସମାବେଶ, ସ୍ଥାନ: କୃଷି ବିଭାଗ, ସମୟ: ଅପରାହ୍ନ ୩ଟା । <box>292 625 422 648</box>
registration-dot <box>501 1484 510 1493</box>
event-item: ● ଏଡ଼ସ ସଂକ୍ରମଣ ରୋକିବା ନିମନ୍ତେ ସଚେତନତା ଶିବିର, ସ୍ଥାନ: ଜିଲ୍ଲା ଡାକବଙ୍ଗଳା, ସମୟ: ପୂର୍ବାହ୍ନ ୧୧ଟା । <box>9 392 139 427</box>
city-heading: ଖୋର୍ଦ୍ଧା <box>574 479 614 494</box>
city-heading: ଯାଜପୁର <box>150 646 191 661</box>
horoscope-list <box>715 133 945 977</box>
event-item: ● ମହିଳା ସ୍ୱୟଂ ସହାୟକ ଗୋଷ୍ଠୀ ଋଣ ବିତରଣ, ସ୍ଥାନ: ଜିଲ୍ଲା ପରିଷଦ, ସମୟ: ଅପରାହ୍ନ ୩ଟା । <box>433 413 563 448</box>
event-item: ● ଯୁବ ସମ୍ମିଳନୀ ଓ କ୍ରୀଡ଼ା ପ୍ରତିଯୋଗିତା ପୁରସ୍କାର ବିତରଣ, ସ୍ଥାନ: ଟାଉନ ହଲ, ସମୟ: ଅପରାହ୍ନ ୪ଟା । <box>9 499 139 534</box>
sign-name: କୁମ୍ଭ <box>720 844 772 858</box>
event-item: ● ଜାତୀୟ ସ୍ୱେଚ୍ଛାସେବୀ ସଂସ୍ଥା ପକ୍ଷରୁ ରକ୍ତଦାନ ଶିବିର ଓ ସଚେତନତା ସଭା, ସ୍ଥାନ: ଏସସିବି ମେଡ଼ିକାଲ କଲେଜ, ସମୟ: ପୂର୍ବାହ୍ନ ୧୦ଟା । <box>9 324 139 371</box>
city-heading: ଭାବାନୀପାଟଣା <box>433 127 502 142</box>
event-list <box>433 265 563 352</box>
